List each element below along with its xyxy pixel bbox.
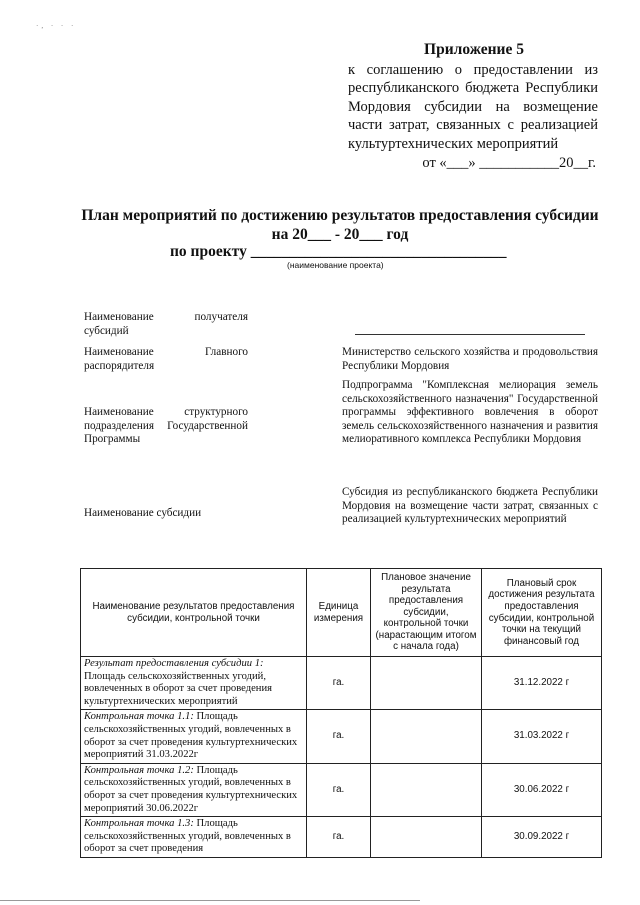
table-row [81,763,602,816]
appendix-date: от «___» ___________20__г. [422,155,596,172]
row-value [371,657,482,710]
recipient-label: Наименование получателя субсидий [84,311,248,337]
row-text: Площадь сельскохозяйственных угодий, вовлеченных в оборот за счет проведения [84,818,291,855]
row-deadline: 30.06.2022 г [482,763,602,816]
subsidy-value: Субсидия из республиканского бюджета Республики Мордовия на возмещение части затрат, связанных с реализацией культуртехнических мероприятий [342,486,598,526]
row-unit: га. [307,657,371,710]
row-deadline: 31.12.2022 г [482,657,602,710]
row-name-cell [81,657,307,710]
project-line: по проекту _________________________________ [170,243,507,260]
recipient-fill-line [355,334,585,335]
scan-artifact: ·, · · · [36,22,77,30]
row-name-cell [81,817,307,858]
table-row [81,710,602,763]
division-value: Подпрограмма "Комплексная мелиорация земель сельскохозяйственного назначения" Государственной программы эффективного вовлечения в оборот земель сельскохозяйственного назначения и развития мелиоративного комплекса Республики Мордовия [342,379,598,446]
row-name-cell [81,710,307,763]
plan-title-line2: на 20___ - 20___ год [271,226,409,243]
row-kind: Контрольная точка 1.1: [84,711,194,723]
manager-value: Министерство сельского хозяйства и продовольствия Республики Мордовия [342,346,598,372]
row-text: Площадь сельскохозяйственных угодий, вовлеченных в оборот за счет проведения культуртехнических мероприятий 30.06.2022г [84,764,298,814]
row-name-cell [81,763,307,816]
table-row [81,657,602,710]
results-table [80,568,602,858]
row-deadline: 30.09.2022 г [482,817,602,858]
header-plan-deadline: Плановый срок достижения результата предоставления субсидии, контрольной точки на текущий финансовый год [482,569,602,657]
manager-label: Наименование Главного распорядителя [84,346,248,372]
row-kind: Контрольная точка 1.2: [84,764,194,776]
header-unit: Единица измерения [307,569,371,657]
appendix-block [348,40,598,172]
row-text: Площадь сельскохозяйственных угодий, вовлеченных в оборот за счет проведения культуртехнических мероприятий [84,670,273,707]
row-text: Площадь сельскохозяйственных угодий, вовлеченных в оборот за счет проведения культуртехнических мероприятий 31.03.2022г [84,711,298,761]
row-deadline: 31.03.2022 г [482,710,602,763]
header-result-name: Наименование результатов предоставления субсидии, контрольной точки [81,569,307,657]
row-kind: Результат предоставления субсидии 1: [84,658,264,669]
plan-title [60,206,620,244]
bottom-scan-edge [0,900,420,901]
row-value [371,763,482,816]
row-unit: га. [307,710,371,763]
plan-title-line1: План мероприятий по достижению результатов предоставления субсидии [81,207,599,224]
project-hint: (наименование проекта) [287,260,384,270]
appendix-text: к соглашению о предоставлении из республиканского бюджета Республики Мордовия субсидии на возмещение части затрат, связанных с реализацией культуртехнических мероприятий [348,62,598,152]
row-value [371,710,482,763]
table-header-row [81,569,602,657]
row-kind: Контрольная точка 1.3: [84,818,194,830]
row-unit: га. [307,763,371,816]
row-value [371,817,482,858]
header-plan-value: Плановое значение результата предоставления субсидии, контрольной точки (нарастающим итогом с начала года) [371,569,482,657]
division-label: Наименование структурного подразделения Государственной Программы [84,406,248,446]
appendix-title: Приложение 5 [424,41,524,58]
row-unit: га. [307,817,371,858]
table-row [81,817,602,858]
subsidy-label: Наименование субсидии [84,507,202,519]
